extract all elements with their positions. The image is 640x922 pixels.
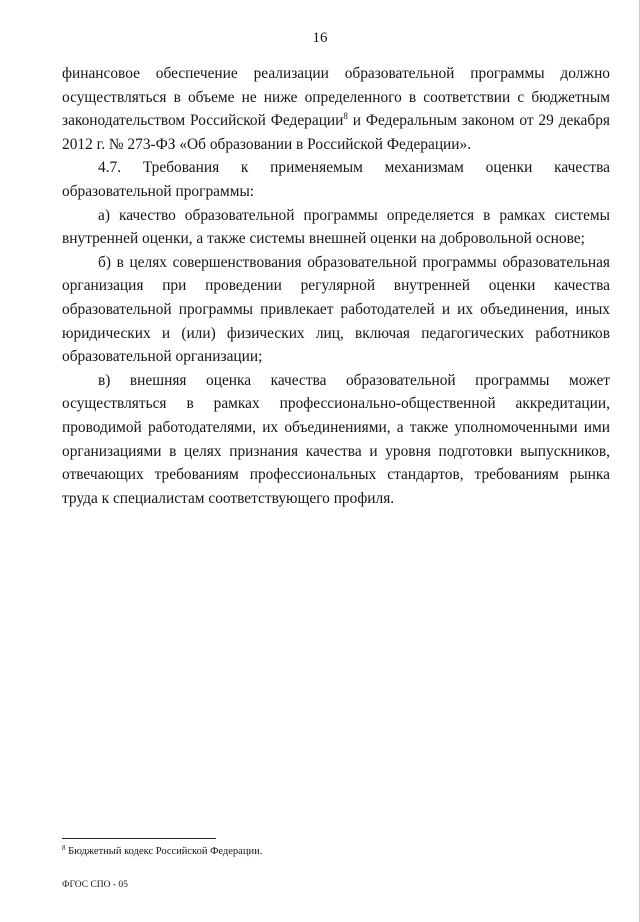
paragraph-financing xyxy=(62,62,610,156)
paragraph-financing-text-a: финансовое обеспечение реализации образовательной программы должно осуществляться в объеме не ниже определенного в соответствии с бюджетным законодательством Российской Федерации xyxy=(62,65,610,130)
footnote-text: Бюджетный кодекс Российской Федерации. xyxy=(65,846,263,857)
paragraph-financing-text-b: и Федеральным законом от 29 декабря 2012 г. № 273-ФЗ «Об образовании в Российской Федерации». xyxy=(62,112,610,153)
footnote-marker: 8 xyxy=(62,844,66,852)
footnote xyxy=(62,846,262,857)
paragraph-item-a: а) качество образовательной программы определяется в рамках системы внутренней оценки, а также системы внешней оценки на добровольной основе; xyxy=(62,206,610,248)
page-number: 16 xyxy=(312,30,328,46)
body-text xyxy=(62,62,610,510)
paragraph-section-4-7: 4.7. Требования к применяемым механизмам оценки качества образовательной программы: xyxy=(62,159,610,200)
document-code: ФГОС СПО - 05 xyxy=(62,880,128,890)
paragraph-item-c: в) внешняя оценка качества образовательной программы может осуществляться в рамках профессионально-общественной аккредитации, проводимой работодателями, их объединениями, а также уполномоченными ими организациями в целях признания качества и уровня подготовки выпускников, отвечающих требованиям профессиональных стандартов, требованиям рынка труда к специалистам соответствующего профиля. xyxy=(62,371,610,507)
footnote-reference[interactable]: 8 xyxy=(343,111,348,122)
paragraph-item-b: б) в целях совершенствования образовательной программы образовательная организация при проведении регулярной внутренней оценки качества образовательной программы привлекает работодателей и их объединения, иных юридических и (или) физических лиц, включая педагогических работников образовательной организации; xyxy=(62,253,610,366)
footnote-separator xyxy=(62,838,216,839)
